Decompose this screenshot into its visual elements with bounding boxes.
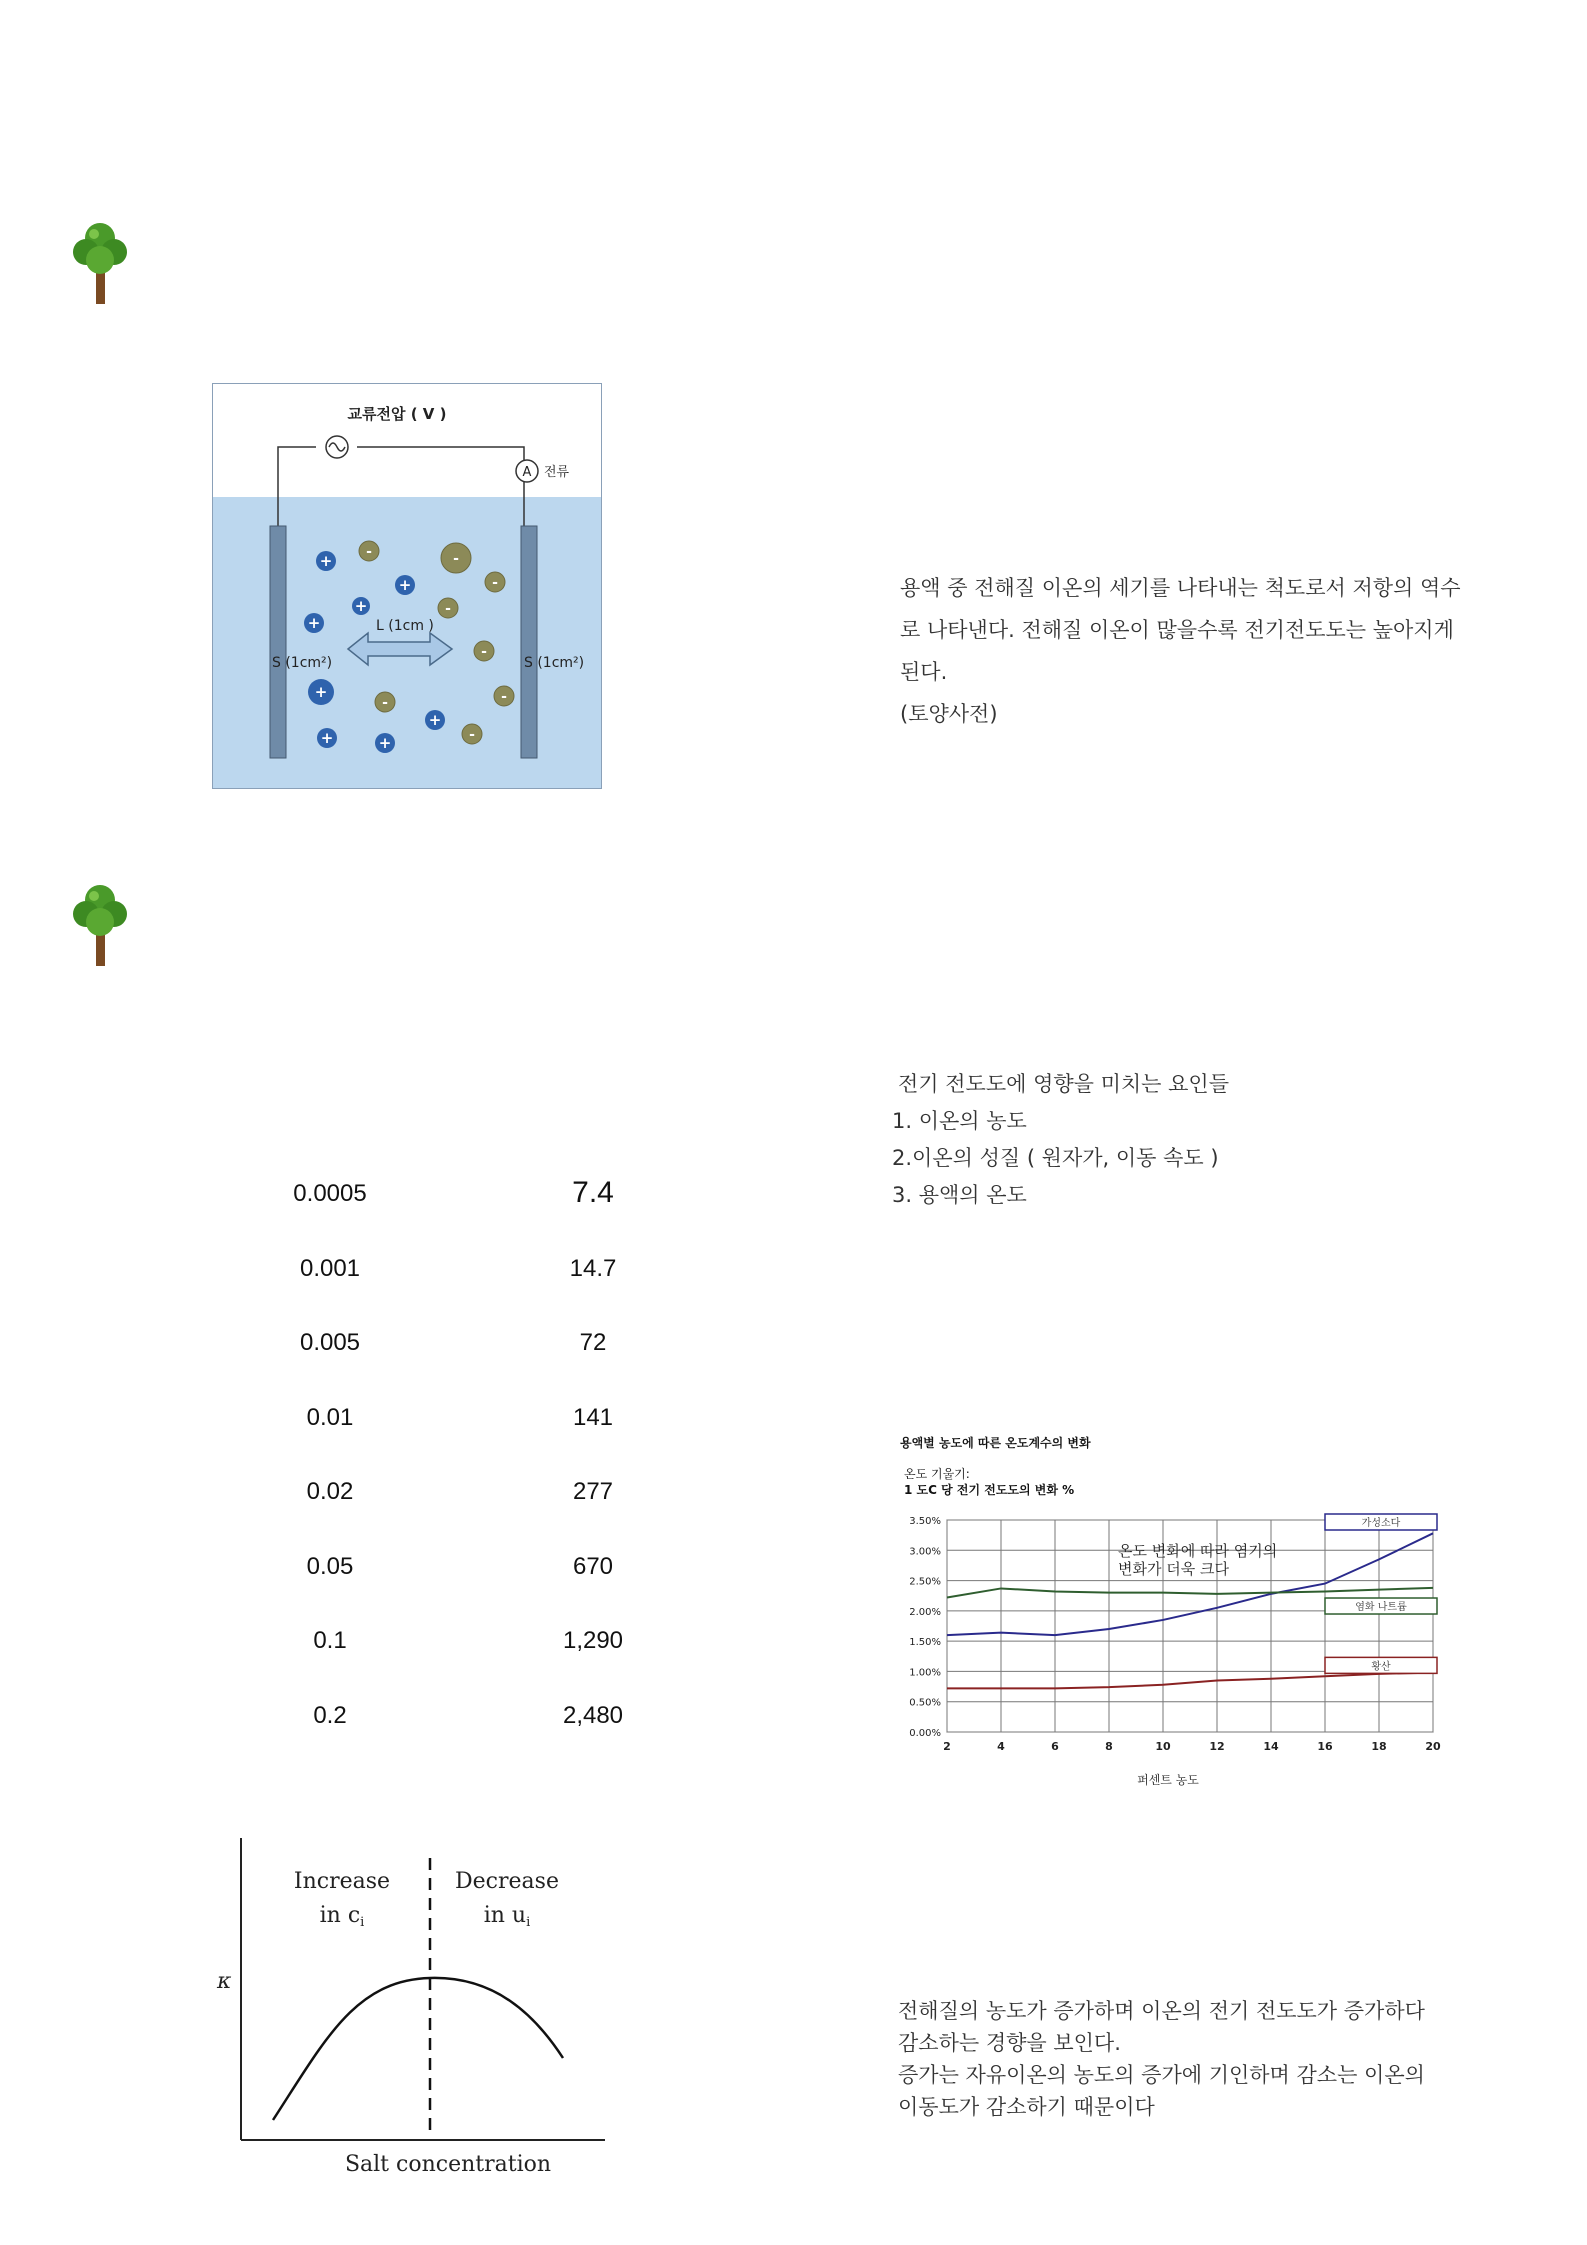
trend-explanation <box>898 1995 1498 2123</box>
source-citation: (토양사전) <box>900 702 998 726</box>
factors-list <box>892 1066 1498 1214</box>
salt-concentration-label: Salt concentration <box>344 2152 552 2177</box>
left-electrode <box>270 526 286 758</box>
conductivity-cell-diagram <box>212 383 602 789</box>
anion-sign: - <box>481 644 487 660</box>
table-cell-conductivity: 7.4 <box>572 1176 614 1209</box>
cation-sign: + <box>354 597 368 615</box>
tree-icon <box>70 880 130 970</box>
anion-sign: - <box>501 689 507 705</box>
chart-annotation-2: 변화가 더욱 크다 <box>1118 1560 1229 1578</box>
anion-sign: - <box>453 551 459 567</box>
conductivity-curve <box>273 1978 563 2120</box>
voltage-label: 교류전압 ( V ) <box>347 405 447 423</box>
table-cell-conductivity: 1,290 <box>562 1627 624 1654</box>
list-item: 3. 용액의 온도 <box>892 1183 1027 1207</box>
list-item: 2.이온의 성질 ( 원자가, 이동 속도 ) <box>892 1146 1219 1170</box>
table-cell-conductivity: 141 <box>572 1403 614 1431</box>
x-tick-label: 10 <box>1155 1740 1171 1753</box>
table-cell-conductivity: 2,480 <box>562 1701 624 1729</box>
area-left-label: S (1cm²) <box>272 655 333 671</box>
chart-title: 용액별 농도에 따른 온도계수의 변화 <box>900 1436 1091 1450</box>
length-label: L (1cm ) <box>376 618 434 634</box>
x-tick-label: 6 <box>1051 1740 1059 1753</box>
x-tick-label: 2 <box>943 1740 951 1753</box>
y-tick-label: 0.50% <box>909 1697 941 1709</box>
table-cell-concentration: 0.001 <box>299 1254 361 1282</box>
x-tick-label: 20 <box>1425 1740 1441 1753</box>
x-tick-label: 18 <box>1371 1740 1387 1753</box>
x-axis-label: 퍼센트 농도 <box>1137 1773 1199 1787</box>
anion-sign: - <box>445 601 451 617</box>
x-tick-label: 4 <box>997 1740 1005 1753</box>
table-cell-concentration: 0.005 <box>299 1329 361 1356</box>
cation-sign: + <box>398 576 412 594</box>
area-right-label: S (1cm²) <box>524 655 585 671</box>
current-label: 전류 <box>544 465 570 480</box>
y-tick-label: 1.00% <box>909 1667 941 1679</box>
legend-label: 황산 <box>1371 1661 1391 1673</box>
table-cell-concentration: 0.1 <box>313 1627 347 1654</box>
table-cell-concentration: 0.2 <box>313 1701 347 1729</box>
anion-sign: - <box>492 575 498 591</box>
factors-heading: 전기 전도도에 영향을 미치는 요인들 <box>898 1072 1229 1096</box>
y-tick-label: 3.50% <box>909 1516 941 1527</box>
text-line: 용액 중 전해질 이온의 세기를 나타내는 척도로서 저항의 역수 <box>900 576 1461 600</box>
cation-sign: + <box>319 552 333 570</box>
chart-subtitle: 온도 기울기: <box>904 1467 970 1481</box>
y-tick-label: 1.50% <box>909 1637 941 1649</box>
text-line: 감소하는 경향을 보인다. <box>898 2031 1121 2055</box>
legend-label: 염화 나트륨 <box>1355 1602 1407 1614</box>
table-cell-concentration: 0.01 <box>306 1403 354 1431</box>
list-item: 1. 이온의 농도 <box>892 1109 1027 1133</box>
decrease-sub: i <box>526 1915 531 1930</box>
text-line: 로 나타낸다. 전해질 이온이 많을수록 전기전도도는 높아지게 <box>900 618 1454 642</box>
text-line: 증가는 자유이온의 농도의 증가에 기인하며 감소는 이온의 <box>898 2063 1425 2087</box>
tree-icon <box>70 218 130 308</box>
table-cell-conductivity: 14.7 <box>569 1254 617 1282</box>
cation-sign: + <box>378 734 392 752</box>
cation-sign: + <box>320 729 334 747</box>
table-cell-conductivity: 670 <box>572 1552 614 1580</box>
table-cell-conductivity: 277 <box>572 1478 614 1505</box>
cation-sign: + <box>428 711 442 729</box>
y-tick-label: 2.00% <box>909 1606 941 1618</box>
ammeter-symbol: A <box>522 465 532 480</box>
temperature-coefficient-chart <box>900 1432 1460 1792</box>
x-tick-label: 12 <box>1209 1740 1225 1753</box>
table-cell-concentration: 0.0005 <box>293 1180 367 1207</box>
decrease-label: Decrease <box>455 1869 559 1894</box>
table-cell-concentration: 0.05 <box>306 1552 354 1580</box>
text-line: 전해질의 농도가 증가하며 이온의 전기 전도도가 증가하다 <box>898 1999 1425 2023</box>
table-cell-conductivity: 72 <box>579 1329 607 1356</box>
increase-variable <box>320 1903 365 1930</box>
anion-sign: - <box>382 695 388 711</box>
chart-annotation: 온도 변화에 따라 염기의 <box>1118 1542 1278 1560</box>
increase-label: Increase <box>293 1869 391 1894</box>
x-tick-label: 14 <box>1263 1740 1279 1753</box>
definition-text <box>900 567 1500 735</box>
x-tick-label: 8 <box>1105 1740 1113 1753</box>
anion-sign: - <box>469 727 475 743</box>
increase-sub: i <box>360 1915 365 1930</box>
text-line: 된다. <box>900 660 948 684</box>
chart-subtitle-2: 1 도C 당 전기 전도도의 변화 % <box>904 1483 1075 1497</box>
legend-label: 가성소다 <box>1361 1518 1401 1529</box>
y-tick-label: 0.00% <box>909 1728 941 1739</box>
decrease-variable <box>484 1903 531 1930</box>
increase-var-text: in c <box>319 1903 361 1928</box>
cation-sign: + <box>307 614 321 632</box>
x-tick-label: 16 <box>1317 1740 1333 1753</box>
text-line: 이동도가 감소하기 때문이다 <box>898 2095 1155 2119</box>
anion-sign: - <box>366 544 372 560</box>
right-electrode <box>521 526 537 758</box>
y-tick-label: 3.00% <box>909 1546 941 1558</box>
decrease-var-text: in u <box>483 1903 527 1928</box>
cation-sign: + <box>314 683 328 701</box>
kappa-symbol: κ <box>217 1969 232 1994</box>
y-tick-label: 2.50% <box>909 1576 941 1588</box>
conductivity-concentration-graph <box>205 1830 625 2180</box>
table-cell-concentration: 0.02 <box>306 1478 354 1505</box>
